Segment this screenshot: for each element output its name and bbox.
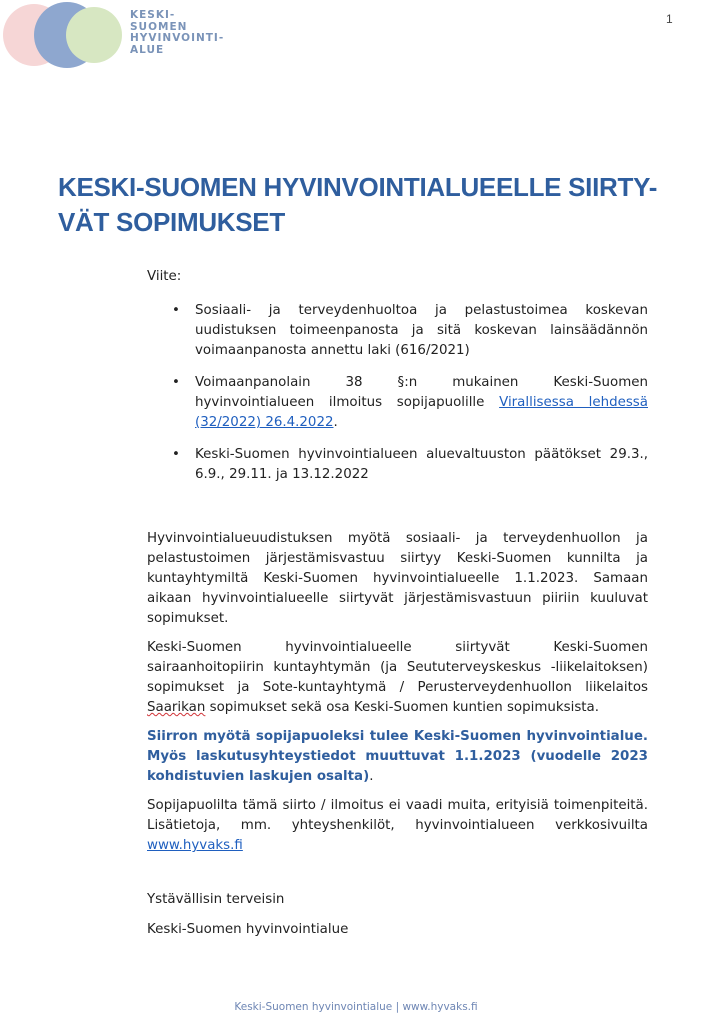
bullet-icon: • — [172, 375, 180, 390]
document-title — [58, 170, 658, 240]
reference-text — [174, 373, 648, 433]
logo-circles-icon — [0, 0, 130, 70]
paragraph-reform: Hyvinvointialueuudistuksen myötä sosiaali- ja terveydenhuollon ja pelastustoimen järjestämisvastuu siirtyy Keski-Suomen kunnilta ja kuntayhtymiltä Keski-Suomen hyvinvointialueelle 1.1.2023. Samaan aikaan hyvinvointialueelle siirtyvät järjestämisvastuun piiriin kuuluvat sopimukset. — [147, 531, 648, 626]
closing-greeting: Ystävällisin terveisin — [147, 892, 285, 907]
organization-logo — [0, 0, 240, 72]
reference-text: Sosiaali- ja terveydenhuoltoa ja pelastustoimea koskevan uudistuksen toimeenpanosta ja sitä koskevan lainsäädännön voimaanpanosta annettu laki (616/2021) — [195, 303, 648, 358]
reference-list — [147, 301, 648, 485]
reference-item — [147, 373, 648, 433]
paragraph-transferred-contracts — [147, 638, 648, 718]
official-journal-link[interactable]: Virallisessa lehdessä (32/2022) 26.4.2022 — [195, 395, 648, 430]
website-link[interactable]: www.hyvaks.fi — [147, 838, 243, 853]
logo-line: HYVINVOINTI- — [130, 32, 225, 44]
spellcheck-marked-word: Saarikan — [147, 700, 206, 715]
bullet-icon: • — [172, 303, 180, 318]
highlighted-notice: Siirron myötä sopijapuoleksi tulee Keski-Suomen hyvinvointialue. Myös laskutusyhteystiedot muuttuvat 1.1.2023 (vuodelle 2023 kohdistuvien laskujen osalta) — [147, 729, 648, 784]
logo-line: SUOMEN — [130, 20, 188, 33]
paragraph-new-party — [147, 727, 648, 787]
reference-item — [147, 301, 648, 361]
bullet-icon: • — [172, 447, 180, 462]
paragraph-text: Sopijapuolilta tämä siirto / ilmoitus ei vaadi muita, erityisiä toimenpiteitä. Lisätietoja, mm. yhteyshenkilöt, hyvinvointialueen verkkosivuilta — [147, 798, 648, 833]
reference-item — [147, 445, 648, 485]
paragraph-text: sopimukset sekä osa Keski-Suomen kuntien sopimuksista. — [205, 700, 600, 715]
title-line: KESKI-SUOMEN HYVINVOINTIALUEELLE SIIRTY- — [58, 172, 658, 202]
closing-block — [147, 890, 648, 940]
reference-text-end: . — [333, 415, 338, 430]
page-number: 1 — [666, 12, 673, 26]
reference-label: Viite: — [147, 269, 182, 284]
document-body — [147, 267, 648, 950]
reference-text: Keski-Suomen hyvinvointialueen aluevaltuuston päätökset 29.3., 6.9., 29.11. ja 13.12.2022 — [195, 447, 648, 482]
paragraph-more-info — [147, 796, 648, 856]
title-line: VÄT SOPIMUKSET — [58, 207, 285, 237]
logo-line: KESKI- — [130, 9, 176, 21]
page-footer: Keski-Suomen hyvinvointialue | www.hyvaks.fi — [234, 1001, 478, 1013]
closing-signature: Keski-Suomen hyvinvointialue — [147, 922, 349, 937]
paragraph-text-end: . — [369, 769, 374, 784]
section-spacer — [147, 497, 648, 529]
logo-line: ALUE — [130, 43, 165, 56]
paragraph-text: Keski-Suomen hyvinvointialueelle siirtyvät Keski-Suomen sairaanhoitopiirin kuntayhtymän (ja Seututerveyskeskus -liikelaitoksen) sopimukset ja Sote-kuntayhtymä / Perusterveydenhuollon liikelaitos — [147, 640, 648, 695]
logo-wordmark — [130, 10, 224, 56]
reference-text-part: Voimaanpanolain 38 §:n mukainen Keski-Suomen hyvinvointialueen ilmoitus sopijapuolille — [195, 375, 648, 410]
